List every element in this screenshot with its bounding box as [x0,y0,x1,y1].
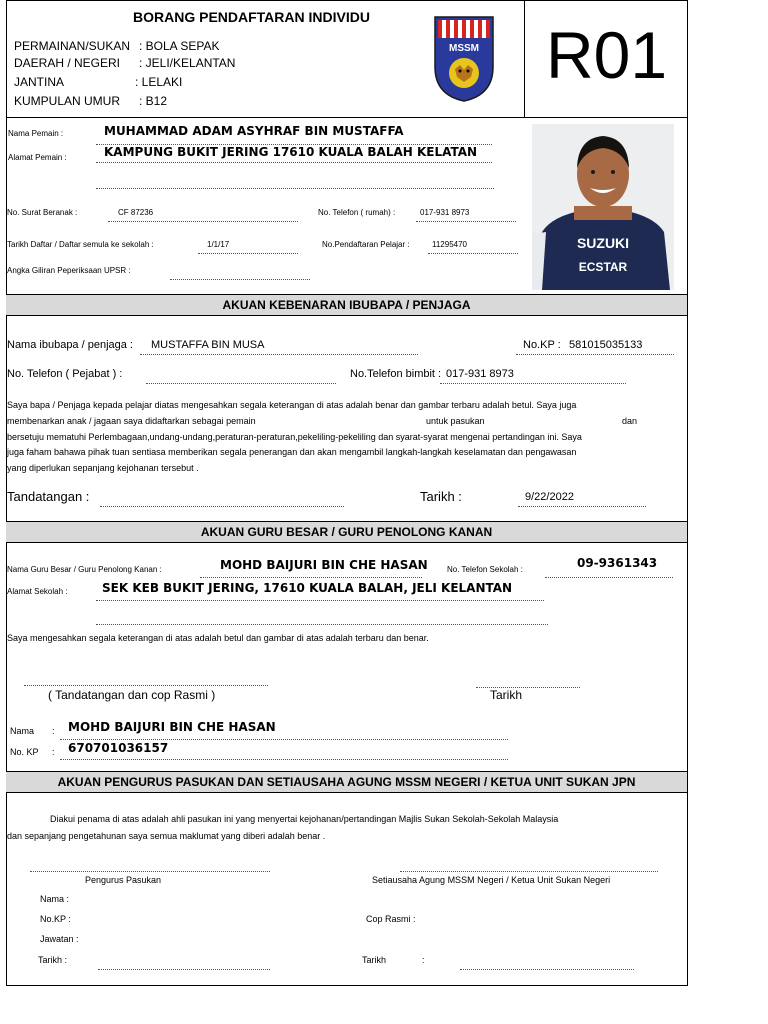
principal-signature-label: ( Tandatangan dan cop Rasmi ) [48,688,216,702]
sig-name-value: MOHD BAIJURI BIN CHE HASAN [68,720,276,734]
mobile-value: 017-931 8973 [446,368,514,380]
manager-label: Pengurus Pasukan [85,875,162,885]
sig-name-colon: : [52,726,55,736]
manager-section-header: AKUAN PENGURUS PASUKAN DAN SETIAUSAHA AGUNG MSSM NEGERI / KETUA UNIT SUKAN JPN [6,771,687,793]
reg-no-value: 11295470 [432,240,467,249]
mssm-logo [433,15,495,103]
home-phone-value: 017-931 8973 [420,208,470,217]
frame-top [6,0,687,1]
manager-declaration-line-1: Diakui penama di atas adalah ahli pasukan ini yang menyertai kejohanan/pertandingan Majlis Sukan Sekolah-Sekolah Malaysia [50,814,559,824]
gender-label: JANTINA [14,75,65,89]
parent-date-label: Tarikh : [420,489,462,504]
parent-name-value: MUSTAFFA BIN MUSA [151,339,265,351]
parent-declaration-line-2: membenarkan anak / jagaan saya didaftarkan sebagai pemain [7,416,256,426]
manager-name-label: Nama : [40,894,70,904]
age-group-label: KUMPULAN UMUR [14,94,121,108]
parent-declaration-line-5: yang diperlukan sepanjang kejohanan tersebut . [7,463,199,473]
principal-name-label: Nama Guru Besar / Guru Penolong Kanan : [7,565,162,574]
age-group-value: : B12 [139,94,168,108]
pupil-name-value: MUHAMMAD ADAM ASYHRAF BIN MUSTAFFA [104,124,404,138]
gender-value: : LELAKI [135,75,183,89]
parent-declaration-line-3: bersetuju mematuhi Perlembagaan,undang-undang,peraturan-peraturan,pekeliling-pekeliling dan syarat-syarat mengenai pertandingan ini. Saya [7,432,582,442]
manager-ic-label: No.KP : [40,914,71,924]
jersey-text: SUZUKI [576,235,630,251]
parent-declaration-and: dan [622,416,638,426]
principal-declaration: Saya mengesahkan segala keterangan di atas adalah betul dan gambar di atas adalah terbaru dan benar. [7,633,429,643]
parent-section-header: AKUAN KEBENARAN IBUBAPA / PENJAGA [6,294,687,316]
sig-ic-label: No. KP [10,747,39,757]
birth-cert-value: CF 87236 [118,208,154,217]
parent-declaration-team: untuk pasukan [426,416,485,426]
district-value: : JELI/KELANTAN [139,56,236,70]
school-phone-label: No. Telefon Sekolah : [447,565,523,574]
frame-right [687,0,688,986]
manager-declaration-line-2: dan sepanjang pengetahunan saya semua maklumat yang diberi adalah benar . [7,831,326,841]
pupil-name-label: Nama Pemain : [8,129,64,138]
principal-section-header: AKUAN GURU BESAR / GURU PENOLONG KANAN [6,521,687,543]
header-bottom-line [6,117,687,118]
reg-date-label: Tarikh Daftar / Daftar semula ke sekolah : [7,240,154,249]
parent-date-value: 9/22/2022 [525,491,574,503]
school-phone-value: 09-9361343 [577,556,658,570]
school-address-label: Alamat Sekolah : [7,587,68,596]
office-phone-label: No. Telefon ( Pejabat ) : [7,368,123,380]
logo-text: MSSM [449,43,479,54]
birth-cert-label: No. Surat Beranak : [7,208,78,217]
upsr-label: Angka Giliran Peperiksaan UPSR : [7,266,131,275]
sig-ic-colon: : [52,747,55,757]
parent-declaration-line-4: juga faham bahawa pihak tuan sentiasa memberikan segala penerangan dan akan mengambil langkah-langkah keselamatan dan pengawasan [7,447,577,457]
principal-date-label: Tarikh [490,688,523,702]
code-box-divider [524,0,525,117]
parent-signature-label: Tandatangan : [7,489,90,504]
stamp-label: Cop Rasmi : [366,914,416,924]
pupil-address-value: KAMPUNG BUKIT JERING 17610 KUALA BALAH KELATAN [104,145,478,159]
jersey-sponsor-text: ECSTAR [578,260,628,274]
pupil-photo [532,124,674,290]
secretary-date-label: Tarikh [362,955,387,965]
manager-position-label: Jawatan : [40,934,79,944]
parent-ic-label: No.KP : [523,339,561,351]
form-title: BORANG PENDAFTARAN INDIVIDU [133,9,370,25]
frame-bottom [6,985,687,986]
sig-name-label: Nama [10,726,35,736]
mobile-label: No.Telefon bimbit : [350,368,442,380]
school-address-value: SEK KEB BUKIT JERING, 17610 KUALA BALAH, JELI KELANTAN [102,581,513,595]
parent-name-label: Nama ibubapa / penjaga : [7,339,133,351]
secretary-label: Setiausaha Agung MSSM Negeri / Ketua Unit Sukan Negeri [372,875,611,885]
form-code: R01 [546,18,668,92]
manager-date-label: Tarikh : [38,955,68,965]
parent-ic-value: 581015035133 [569,339,643,351]
principal-name-value: MOHD BAIJURI BIN CHE HASAN [220,558,428,572]
parent-declaration-line-1: Saya bapa / Penjaga kepada pelajar diatas mengesahkan segala keterangan di atas adalah benar dan gambar terbaru adalah betul. Saya juga [7,400,577,410]
reg-no-label: No.Pendaftaran Pelajar : [322,240,410,249]
pupil-address-label: Alamat Pemain : [8,153,67,162]
reg-date-value: 1/1/17 [207,240,230,249]
secretary-date-colon: : [422,955,425,965]
home-phone-label: No. Telefon ( rumah) : [318,208,396,217]
district-label: DAERAH / NEGERI [14,56,121,70]
sport-value: : BOLA SEPAK [139,39,220,53]
sport-label: PERMAINAN/SUKAN [14,39,131,53]
sig-ic-value: 670701036157 [68,741,169,755]
